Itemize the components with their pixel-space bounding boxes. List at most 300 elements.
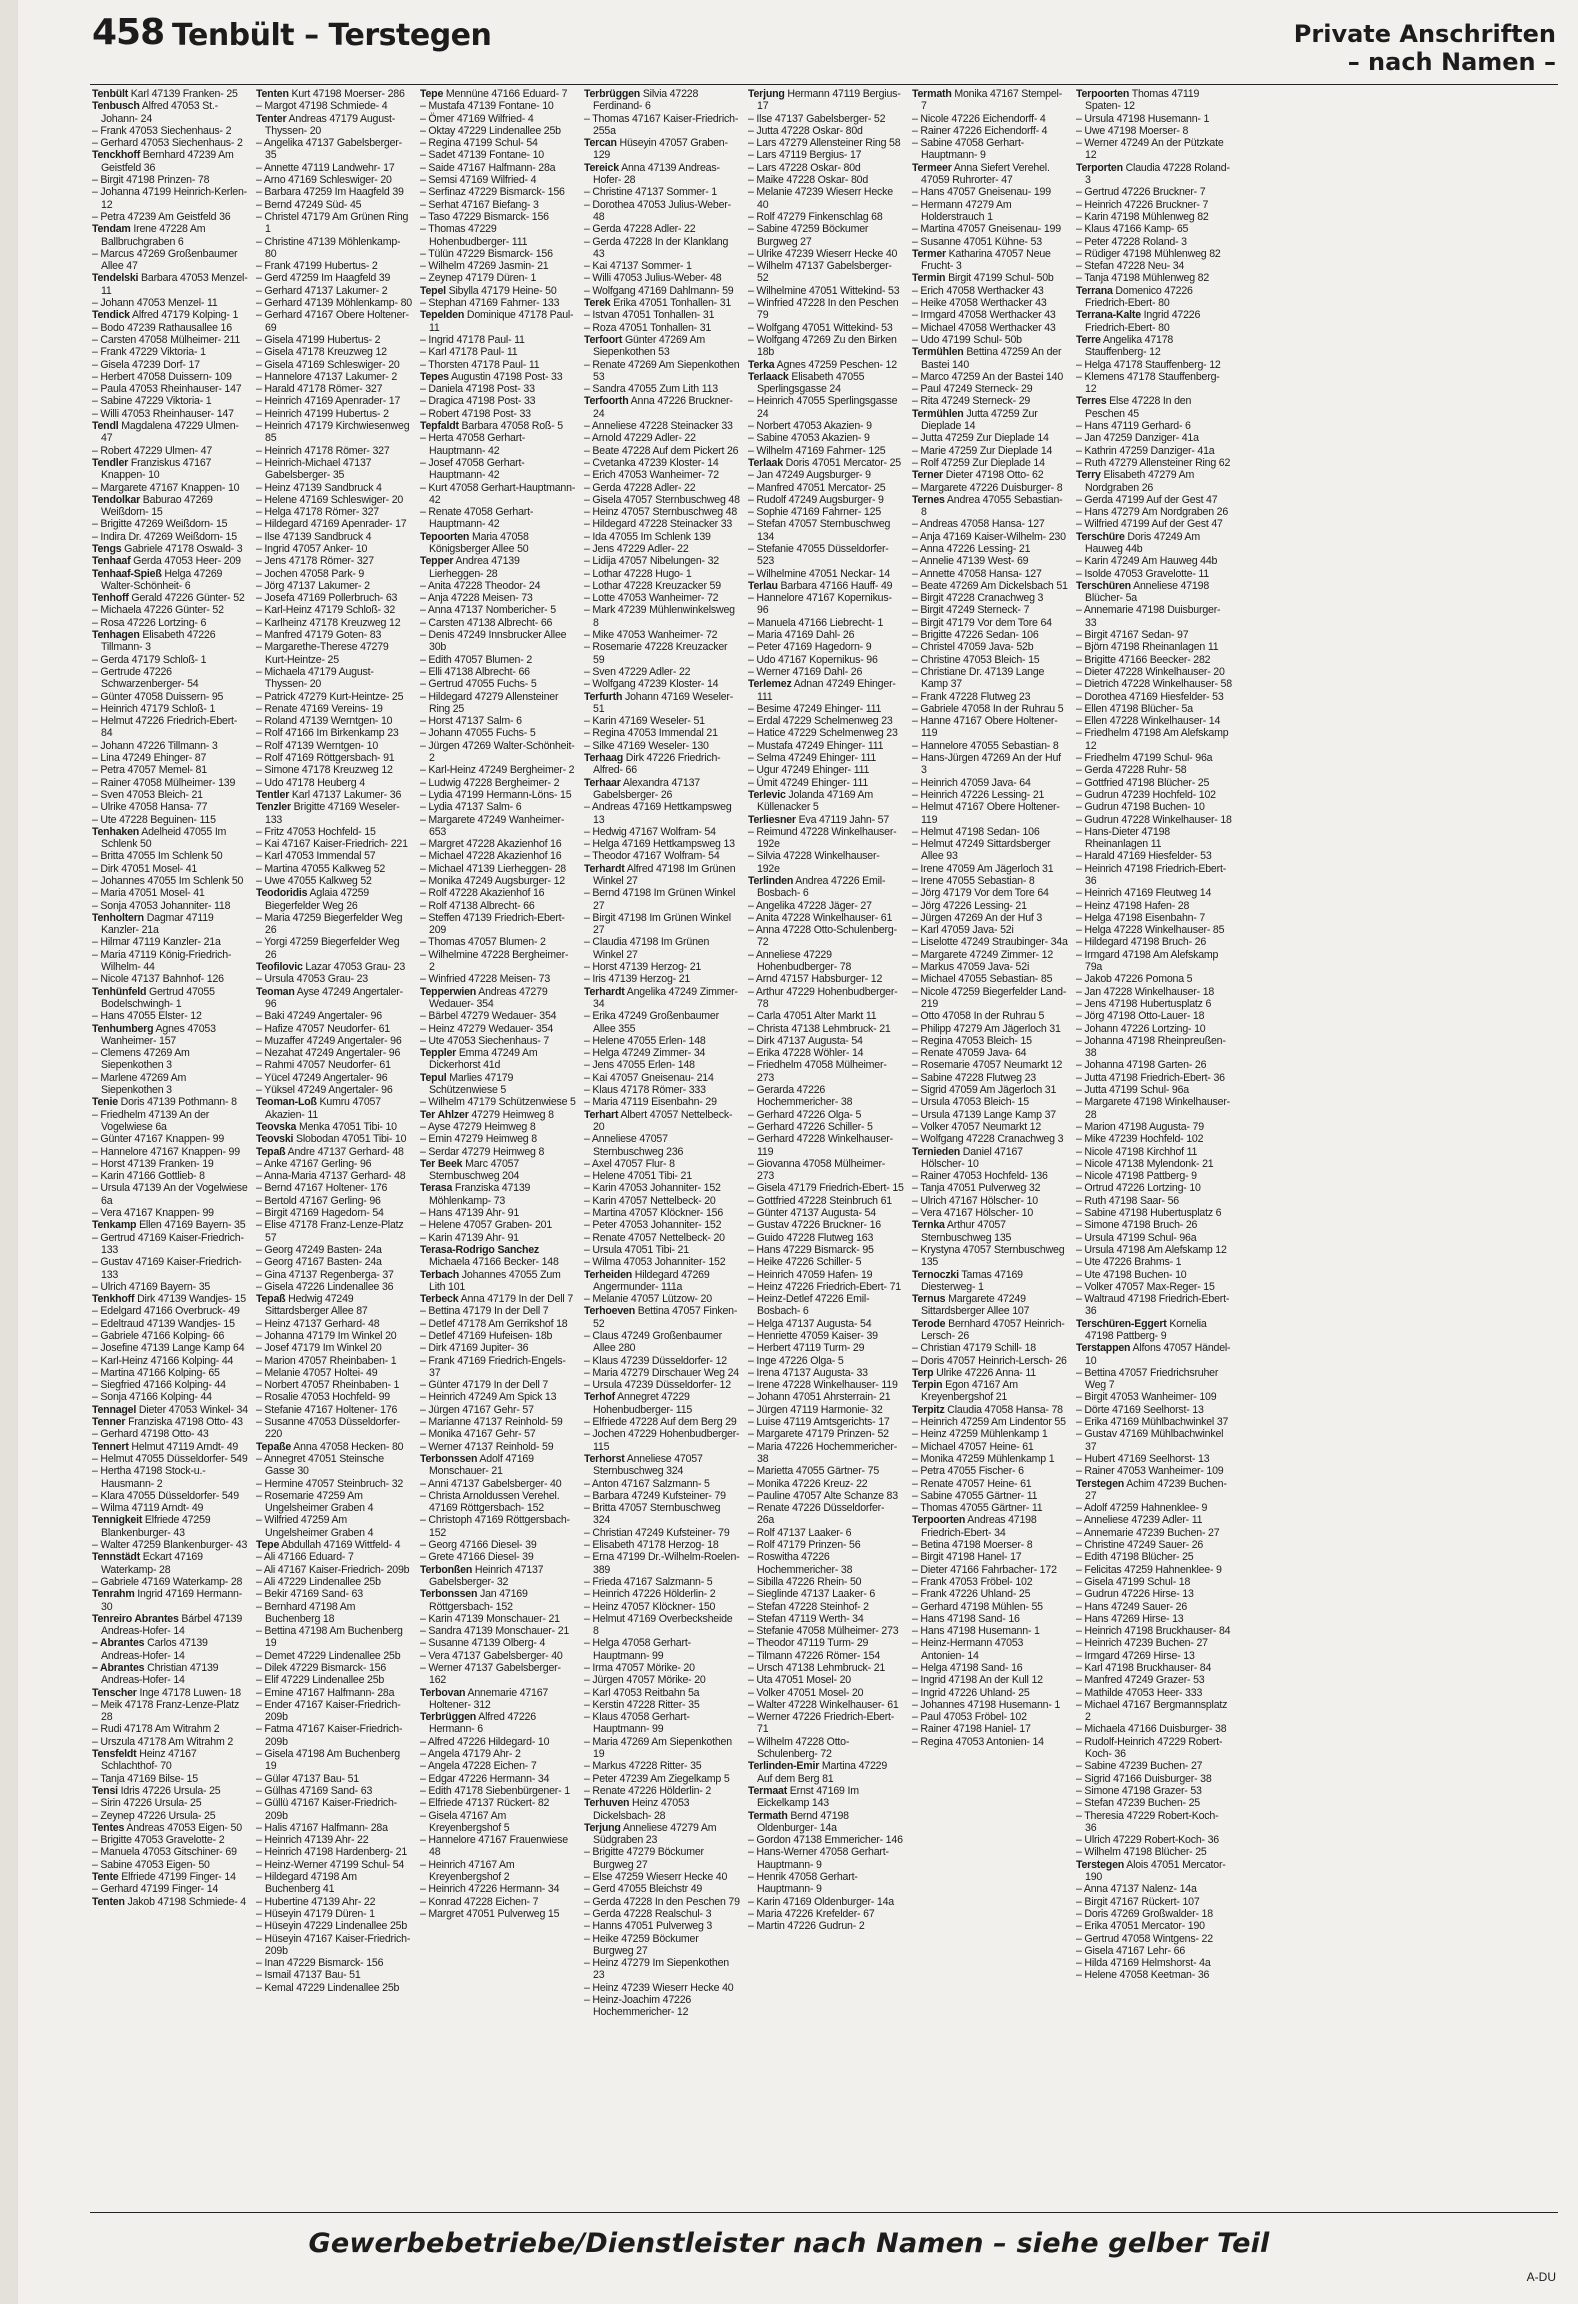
directory-entry bbox=[912, 1478, 1068, 1490]
entry-details: – Georg 47166 Diesel- 39 bbox=[420, 1539, 537, 1552]
directory-entry bbox=[584, 543, 740, 555]
entry-surname: Terhaar bbox=[584, 776, 621, 789]
entry-details: – Jutta 47259 Zur Dieplade 14 bbox=[912, 432, 1049, 445]
directory-entry bbox=[912, 285, 1068, 297]
directory-entry bbox=[256, 1687, 412, 1699]
entry-details: Alfred 47226 Hermann- 6 bbox=[429, 1711, 536, 1736]
entry-details: – Peter 47239 Am Ziegelkamp 5 bbox=[584, 1772, 730, 1785]
entry-details: – Ilse 47139 Sandbruck 4 bbox=[256, 530, 372, 543]
entry-surname: Terhof bbox=[584, 1391, 615, 1404]
entry-details: – Heinz 47139 Sandbruck 4 bbox=[256, 481, 382, 494]
directory-entry bbox=[912, 236, 1068, 248]
directory-entry bbox=[912, 137, 1068, 162]
entry-details: – Gisela 47178 Kreuzweg 12 bbox=[256, 346, 387, 359]
entry-details: – Vera 47137 Gabelsberger- 40 bbox=[420, 1649, 563, 1662]
directory-entry bbox=[748, 949, 904, 974]
directory-entry bbox=[420, 1342, 576, 1354]
directory-entry bbox=[584, 1207, 740, 1219]
entry-surname: Terrana-Kalte bbox=[1076, 309, 1141, 322]
entry-details: – Renate 47169 Vereins- 19 bbox=[256, 702, 383, 715]
entry-details: – Angelika 47228 Jäger- 27 bbox=[748, 899, 872, 912]
entry-surname: Tenckhoff bbox=[92, 149, 141, 162]
entry-details: – Hanns 47051 Pulverweg 3 bbox=[584, 1920, 713, 1933]
directory-entry bbox=[912, 924, 1068, 936]
entry-details: – Helmut 47249 Sittardsberger Allee 93 bbox=[912, 838, 1051, 863]
directory-entry bbox=[584, 1391, 740, 1416]
entry-surname: Terek bbox=[584, 297, 611, 310]
directory-entry bbox=[256, 1158, 412, 1170]
directory-entry bbox=[92, 1687, 248, 1699]
entry-details: – Yorgi 47259 Biegerfelder Weg 26 bbox=[256, 936, 400, 961]
entry-details: Katharina 47057 Neue Frucht- 3 bbox=[921, 247, 1051, 273]
directory-entry bbox=[748, 1428, 904, 1440]
directory-entry bbox=[256, 1146, 412, 1158]
directory-entry bbox=[912, 469, 1068, 481]
entry-details: Domenico 47226 Friedrich-Ebert- 80 bbox=[1085, 284, 1193, 310]
directory-entry bbox=[256, 1588, 412, 1600]
entry-details: – Johannes 47055 Im Schlenk 50 bbox=[92, 875, 244, 887]
directory-entry bbox=[1076, 789, 1232, 801]
entry-details: – Marion 47198 Augusta- 79 bbox=[1076, 1120, 1204, 1133]
entry-details: Ellen 47169 Bayern- 35 bbox=[136, 1219, 246, 1232]
directory-entry bbox=[584, 1699, 740, 1711]
directory-entry bbox=[92, 875, 248, 887]
directory-entry bbox=[92, 125, 248, 137]
directory-entry bbox=[584, 1502, 740, 1527]
directory-entry bbox=[92, 1428, 248, 1440]
entry-details: Menka 47051 Tibi- 10 bbox=[296, 1120, 397, 1133]
entry-details: – Birgit 47167 Rückert- 107 bbox=[1076, 1895, 1200, 1908]
directory-entry bbox=[420, 1133, 576, 1145]
directory-entry bbox=[584, 359, 740, 384]
entry-surname: Tepelden bbox=[420, 309, 465, 322]
directory-entry bbox=[912, 863, 1068, 875]
entry-details: – Christa 47138 Lehmbruck- 21 bbox=[748, 1022, 891, 1035]
entry-details: – Marietta 47055 Gärtner- 75 bbox=[748, 1465, 880, 1478]
entry-details: Irene 47228 Am Ballbruchgraben 6 bbox=[101, 223, 206, 248]
directory-entry bbox=[584, 506, 740, 518]
entry-details: Andrea 47139 Lierheggen- 28 bbox=[429, 555, 520, 580]
entry-details: – Michael 47055 Sebastian- 85 bbox=[912, 973, 1053, 986]
directory-entry bbox=[256, 1514, 412, 1539]
directory-entry bbox=[748, 482, 904, 494]
directory-entry bbox=[1076, 1293, 1232, 1318]
directory-entry bbox=[1076, 654, 1232, 666]
directory-entry bbox=[92, 1072, 248, 1097]
entry-details: – Sabine 47239 Buchen- 27 bbox=[1076, 1760, 1203, 1773]
directory-entry bbox=[420, 1711, 576, 1736]
entry-details: Augustin 47198 Post- 33 bbox=[448, 370, 563, 383]
entry-details: Elfriede 47259 Blankenburger- 43 bbox=[101, 1514, 211, 1539]
directory-entry bbox=[1076, 1256, 1232, 1268]
directory-entry bbox=[256, 580, 412, 592]
entry-details: – Friedhelm 47199 Schul- 96a bbox=[1076, 752, 1213, 765]
entry-details: – Birgit 47179 Vor dem Tore 64 bbox=[912, 616, 1052, 629]
directory-entry bbox=[1076, 1551, 1232, 1563]
entry-details: – Dieter 47228 Winkelhauser- 20 bbox=[1076, 665, 1225, 678]
entry-details: – Heinrich-Michael 47137 Gabelsberger- 35 bbox=[256, 456, 372, 482]
directory-entry bbox=[912, 1342, 1068, 1354]
directory-entry bbox=[584, 777, 740, 802]
entry-details: – Heinz-Detlef 47226 Emil-Bosbach- 6 bbox=[748, 1293, 870, 1318]
entry-surname: Terhardt bbox=[584, 862, 625, 875]
entry-details: – Harald 47178 Römer- 327 bbox=[256, 383, 383, 396]
entry-details: – Ida 47055 Im Schlenk 139 bbox=[584, 530, 711, 543]
directory-entry bbox=[256, 408, 412, 420]
directory-entry bbox=[1076, 1588, 1232, 1600]
directory-entry bbox=[584, 826, 740, 838]
entry-details: – Ayse 47279 Heimweg 8 bbox=[420, 1120, 536, 1133]
directory-entry bbox=[584, 1453, 740, 1478]
entry-details: – Georg 47167 Basten- 24a bbox=[256, 1256, 382, 1269]
entry-details: – Heinz 47137 Gerhard- 48 bbox=[256, 1317, 380, 1330]
directory-entry bbox=[912, 88, 1068, 113]
entry-details: – Gabriele 47166 Kolping- 66 bbox=[92, 1329, 225, 1342]
entry-details: Anna 47226 Bruckner- 24 bbox=[593, 395, 733, 420]
directory-entry bbox=[748, 518, 904, 543]
directory-entry bbox=[912, 1551, 1068, 1563]
directory-entry bbox=[584, 1367, 740, 1379]
entry-details: – Sadet 47139 Fontane- 10 bbox=[420, 149, 544, 162]
entry-details: – Kerstin 47228 Ritter- 35 bbox=[584, 1698, 700, 1711]
directory-entry bbox=[92, 1232, 248, 1257]
entry-details: – Gottfried 47228 Steinbruch 61 bbox=[748, 1194, 892, 1207]
entry-details: – Sabine 47058 Gerhart-Hauptmann- 9 bbox=[912, 137, 1025, 162]
directory-entry bbox=[1076, 752, 1232, 764]
directory-entry bbox=[584, 518, 740, 530]
directory-entry bbox=[420, 1404, 576, 1416]
entry-details: – Wolfgang 47239 Kloster- 14 bbox=[584, 678, 719, 691]
directory-entry bbox=[748, 1342, 904, 1354]
directory-entry bbox=[584, 740, 740, 752]
directory-entry bbox=[748, 248, 904, 260]
directory-entry bbox=[584, 137, 740, 162]
entry-details: – Hans 47055 Elster- 12 bbox=[92, 1010, 202, 1023]
directory-entry bbox=[748, 1232, 904, 1244]
entry-surname: Terporten bbox=[1076, 161, 1123, 174]
entry-details: – Günter 47179 In der Dell 7 bbox=[420, 1379, 549, 1392]
entry-details: – Werner 47249 An der Pützkate 12 bbox=[1076, 137, 1224, 162]
entry-details: – Arnd 47157 Habsburger- 12 bbox=[748, 973, 883, 986]
entry-details: – Edgar 47226 Hermann- 34 bbox=[420, 1772, 550, 1785]
entry-details: Aglaia 47259 Biegerfelder Weg 26 bbox=[265, 887, 369, 912]
directory-entry bbox=[256, 887, 412, 912]
entry-details: – Hubertine 47139 Ahr- 22 bbox=[256, 1895, 376, 1908]
directory-entry bbox=[1076, 1404, 1232, 1416]
directory-entry bbox=[256, 1773, 412, 1785]
directory-entry bbox=[92, 1010, 248, 1022]
entry-details: – Renate 47226 Düsseldorfer- 26a bbox=[748, 1502, 885, 1527]
entry-details: – Susanne 47053 Düsseldorfer- 220 bbox=[256, 1416, 400, 1441]
directory-entry bbox=[92, 1822, 248, 1834]
directory-entry bbox=[92, 691, 248, 703]
directory-entry bbox=[256, 1453, 412, 1478]
directory-entry bbox=[92, 1539, 248, 1551]
section-heading-line-2: – nach Namen – bbox=[1347, 48, 1556, 76]
entry-surname: Terlaack bbox=[748, 370, 789, 383]
entry-details: – Wolfgang 47169 Dahlmann- 59 bbox=[584, 284, 734, 297]
entry-details: – Thomas 47057 Blumen- 2 bbox=[420, 936, 546, 949]
entry-details: – Sabine 47198 Hubertusplatz 6 bbox=[1076, 1207, 1222, 1220]
directory-entry bbox=[748, 1650, 904, 1662]
directory-entry bbox=[92, 174, 248, 186]
entry-details: Kumru 47057 Akazien- 11 bbox=[265, 1096, 381, 1121]
entry-details: – Heinrich 47059 Java- 64 bbox=[912, 776, 1031, 789]
directory-entry bbox=[256, 1293, 412, 1318]
entry-details: – Sabine 47259 Böckumer Burgweg 27 bbox=[748, 223, 869, 248]
directory-entry bbox=[912, 789, 1068, 801]
directory-entry bbox=[256, 420, 412, 445]
directory-entry bbox=[420, 1109, 576, 1121]
directory-entry bbox=[420, 900, 576, 912]
directory-entry bbox=[92, 592, 248, 604]
directory-entry bbox=[748, 789, 904, 814]
entry-details: – Emine 47167 Halfmann- 28a bbox=[256, 1686, 395, 1699]
entry-details: – Regina 47053 Antonien- 14 bbox=[912, 1735, 1044, 1748]
entry-details: – Jürgen 47119 Harmonie- 32 bbox=[748, 1403, 883, 1416]
directory-entry bbox=[420, 457, 576, 482]
entry-details: – Margarete 47226 Duisburger- 8 bbox=[912, 481, 1063, 494]
directory-entry bbox=[912, 408, 1068, 433]
entry-details: – Angela 47179 Ahr- 2 bbox=[420, 1748, 521, 1761]
entry-details: – Volker 47057 Max-Reger- 15 bbox=[1076, 1280, 1215, 1293]
entry-details: – Marie 47259 Zur Dieplade 14 bbox=[912, 444, 1053, 457]
entry-surname: Terfurth bbox=[584, 690, 623, 703]
entry-details: Brigitte 47169 Weseler- 133 bbox=[265, 801, 400, 826]
directory-entry bbox=[92, 1342, 248, 1354]
directory-entry bbox=[584, 691, 740, 716]
directory-entry bbox=[420, 1478, 576, 1490]
entry-details: – Werner 47137 Gabelsberger- 162 bbox=[420, 1662, 561, 1687]
entry-details: – Theodor 47119 Turm- 29 bbox=[748, 1637, 869, 1650]
directory-entry bbox=[1076, 469, 1232, 494]
directory-entry bbox=[912, 334, 1068, 346]
entry-details: Eva 47119 Jahn- 57 bbox=[795, 813, 890, 826]
directory-entry bbox=[256, 1551, 412, 1563]
directory-entry bbox=[256, 1010, 412, 1022]
directory-entry bbox=[748, 162, 904, 174]
entry-details: – Siegfried 47166 Kolping- 44 bbox=[92, 1379, 226, 1392]
entry-details: Gabriele 47178 Oswald- 3 bbox=[121, 542, 243, 555]
entry-details: – Jörg 47179 Vor dem Tore 64 bbox=[912, 887, 1049, 900]
directory-entry bbox=[420, 186, 576, 198]
entry-details: – Heinrich 47259 Am Lindentor 55 bbox=[912, 1416, 1066, 1429]
entry-details: – Jutta 47198 Friedrich-Ebert- 36 bbox=[1076, 1071, 1225, 1084]
directory-entry bbox=[584, 1416, 740, 1428]
directory-entry bbox=[912, 297, 1068, 309]
directory-entry bbox=[584, 1195, 740, 1207]
directory-entry bbox=[1076, 1723, 1232, 1735]
section-heading-line-1: Private Anschriften bbox=[1293, 20, 1556, 48]
entry-surname: Terstegen bbox=[1076, 1477, 1125, 1490]
directory-entry bbox=[584, 629, 740, 641]
entry-details: – Paula 47053 Rheinhauser- 147 bbox=[92, 383, 242, 396]
directory-entry bbox=[584, 1601, 740, 1613]
directory-entry bbox=[912, 1625, 1068, 1637]
directory-entry bbox=[1076, 1736, 1232, 1761]
directory-entry bbox=[420, 1305, 576, 1317]
directory-entry bbox=[420, 1588, 576, 1613]
entry-details: – Irmgard 47198 Am Alefskamp 79a bbox=[1076, 948, 1219, 974]
entry-surname: Terstappen bbox=[1076, 1342, 1131, 1355]
directory-entry bbox=[92, 1514, 248, 1539]
directory-entry bbox=[584, 432, 740, 444]
entry-details: – Simone 47198 Bruch- 26 bbox=[1076, 1219, 1198, 1232]
directory-entry bbox=[1076, 248, 1232, 260]
entry-details: Andreas 47053 Eigen- 50 bbox=[124, 1821, 242, 1834]
entry-details: – Ender 47167 Kaiser-Friedrich- 209b bbox=[256, 1698, 401, 1724]
directory-entry bbox=[420, 740, 576, 765]
entry-details: Andreas 47279 Wedauer- 354 bbox=[429, 985, 548, 1010]
entry-details: – Sigrid 47059 Am Jägerloch 31 bbox=[912, 1084, 1057, 1097]
entry-details: Hüseyin 47057 Graben- 129 bbox=[593, 137, 728, 162]
directory-entry bbox=[256, 1662, 412, 1674]
directory-entry bbox=[912, 395, 1068, 407]
entry-details: Birgit 47199 Schul- 50b bbox=[945, 272, 1054, 285]
entry-details: – Karl 47178 Paul- 11 bbox=[420, 346, 518, 359]
entry-details: 47279 Heimweg 8 bbox=[468, 1108, 554, 1121]
directory-entry bbox=[1076, 272, 1232, 284]
directory-entry bbox=[256, 666, 412, 691]
directory-entry bbox=[912, 1490, 1068, 1502]
entry-details: – Petra 47055 Fischer- 6 bbox=[912, 1465, 1024, 1478]
directory-entry bbox=[912, 1084, 1068, 1096]
entry-details: Helmut 47119 Arndt- 49 bbox=[128, 1440, 239, 1453]
entry-surname: Tenten bbox=[92, 1895, 125, 1908]
directory-entry bbox=[912, 1367, 1068, 1379]
directory-entry bbox=[420, 912, 576, 937]
directory-entry bbox=[912, 986, 1068, 1011]
entry-details: – Arthur 47229 Hohenbudberger- 78 bbox=[748, 985, 898, 1010]
directory-entry bbox=[584, 863, 740, 888]
entry-details: Dieter 47198 Otto- 62 bbox=[942, 469, 1044, 482]
entry-details: – Rolf 47166 Im Birkenkamp 23 bbox=[256, 727, 399, 740]
directory-entry bbox=[420, 1244, 576, 1269]
directory-entry bbox=[420, 1023, 576, 1035]
directory-entry bbox=[256, 1896, 412, 1908]
directory-entry bbox=[1076, 1933, 1232, 1945]
entry-details: – Heinrich 47139 Ahr- 22 bbox=[256, 1834, 369, 1847]
entry-surname: Tenten bbox=[256, 88, 289, 100]
directory-entry bbox=[1076, 1785, 1232, 1797]
entry-details: – Rainer 47053 Wanheimer- 109 bbox=[1076, 1465, 1224, 1478]
directory-entry bbox=[584, 1232, 740, 1244]
directory-entry bbox=[1076, 1502, 1232, 1514]
directory-entry bbox=[256, 629, 412, 641]
entry-details: Adnan 47249 Ehinger- 111 bbox=[757, 678, 896, 703]
entry-details: – Mark 47239 Mühlenwinkelsweg 8 bbox=[584, 604, 735, 629]
entry-details: Dieter 47053 Winkel- 34 bbox=[136, 1403, 248, 1416]
directory-entry bbox=[92, 629, 248, 654]
entry-details: – Stefan 47228 Steinhof- 2 bbox=[748, 1600, 869, 1613]
entry-surname: Tepper bbox=[420, 555, 454, 568]
entry-details: – Anja 47169 Kaiser-Wilhelm- 230 bbox=[912, 530, 1066, 543]
directory-entry bbox=[748, 1896, 904, 1908]
entry-surname: Tenscher bbox=[92, 1686, 137, 1699]
directory-entry bbox=[256, 1539, 412, 1551]
entry-details: – Gertrud 47169 Kaiser-Friedrich- 133 bbox=[92, 1231, 244, 1256]
directory-entry bbox=[1076, 1133, 1232, 1145]
directory-entry bbox=[584, 1035, 740, 1047]
entry-details: – Maria 47119 Eisenbahn- 29 bbox=[584, 1096, 717, 1109]
directory-entry bbox=[420, 1773, 576, 1785]
entry-details: – Steffen 47139 Friedrich-Ebert- 209 bbox=[420, 911, 565, 937]
entry-details: – Martin 47226 Gudrun- 2 bbox=[748, 1920, 865, 1933]
entry-details: – Nicole 47259 Biegerfelder Land- 219 bbox=[912, 985, 1067, 1010]
entry-details: – Ursula 47139 Lange Kamp 37 bbox=[912, 1108, 1056, 1121]
entry-details: – Rainer 47226 Eichendorff- 4 bbox=[912, 124, 1048, 137]
directory-entry bbox=[1076, 1846, 1232, 1858]
directory-entry bbox=[748, 149, 904, 161]
directory-entry bbox=[92, 826, 248, 851]
entry-details: Christian 47139 Andreas-Hofer- 14 bbox=[101, 1662, 219, 1687]
entry-details: – Gisela 47199 Hubertus- 2 bbox=[256, 333, 381, 346]
entry-details: – Christine 47139 Möhlenkamp- 80 bbox=[256, 235, 401, 260]
directory-entry bbox=[420, 1072, 576, 1097]
directory-entry bbox=[420, 789, 576, 801]
directory-entry bbox=[912, 113, 1068, 125]
directory-entry bbox=[748, 1576, 904, 1588]
entry-details: – Josefa 47169 Pollerbruch- 63 bbox=[256, 592, 398, 605]
entry-details: Hermann 47119 Bergius- 17 bbox=[757, 88, 901, 113]
directory-entry bbox=[584, 715, 740, 727]
entry-details: – Werner 47137 Reinhold- 59 bbox=[420, 1440, 554, 1453]
entry-details: – Tilmann 47226 Römer- 154 bbox=[748, 1649, 881, 1662]
directory-entry bbox=[584, 1305, 740, 1330]
entry-details: – Hans 47269 Hirse- 13 bbox=[1076, 1612, 1184, 1625]
entry-details: Jakob 47198 Schmiede- 4 bbox=[124, 1895, 246, 1908]
entry-details: – Wilhelm 47169 Fahrner- 125 bbox=[748, 444, 886, 457]
directory-entry bbox=[1076, 1650, 1232, 1662]
directory-entry bbox=[584, 1133, 740, 1158]
directory-entry bbox=[584, 272, 740, 284]
entry-details: – Bertold 47167 Gerling- 96 bbox=[256, 1194, 381, 1207]
entry-details: Günter 47269 Am Siepenkothen 53 bbox=[593, 333, 706, 359]
directory-entry bbox=[584, 1736, 740, 1761]
entry-surname: Terlinden bbox=[748, 875, 794, 887]
directory-entry bbox=[420, 1834, 576, 1859]
entry-surname: Terhoeven bbox=[584, 1305, 635, 1318]
entry-details: – Sibilla 47226 Rhein- 50 bbox=[748, 1575, 862, 1588]
entry-details: Franziska 47198 Otto- 43 bbox=[125, 1416, 243, 1429]
directory-entry bbox=[1076, 1957, 1232, 1969]
directory-entry bbox=[420, 162, 576, 174]
entry-details: – Zeynep 47179 Düren- 1 bbox=[420, 272, 537, 285]
directory-entry bbox=[1076, 199, 1232, 211]
entry-details: – Gerhard 47199 Finger- 14 bbox=[92, 1883, 219, 1896]
directory-entry bbox=[912, 1133, 1068, 1145]
directory-entry bbox=[92, 1182, 248, 1207]
entry-details: – Hilmar 47119 Kanzler- 21a bbox=[92, 936, 221, 949]
entry-details: – Frank 47199 Hubertus- 2 bbox=[256, 260, 378, 273]
directory-entry bbox=[256, 1933, 412, 1958]
directory-entry bbox=[748, 1551, 904, 1576]
entry-details: – Ismail 47137 Bau- 51 bbox=[256, 1969, 361, 1982]
directory-entry bbox=[420, 986, 576, 1011]
directory-entry bbox=[256, 986, 412, 1011]
directory-entry bbox=[256, 1982, 412, 1994]
directory-entry bbox=[1076, 641, 1232, 653]
directory-entry bbox=[584, 162, 740, 187]
entry-details: – Jutta 47228 Oskar- 80d bbox=[748, 124, 863, 137]
entry-details: – Annelie 47139 West- 69 bbox=[912, 555, 1029, 568]
directory-entry bbox=[92, 715, 248, 740]
directory-entry bbox=[420, 1158, 576, 1183]
directory-entry bbox=[256, 334, 412, 346]
entry-details: – Birgit 47249 Sterneck- 7 bbox=[912, 604, 1030, 617]
entry-details: – Frieda 47167 Salzmann- 5 bbox=[584, 1575, 713, 1588]
entry-details: – Rahmi 47057 Neudorfer- 61 bbox=[256, 1059, 391, 1072]
